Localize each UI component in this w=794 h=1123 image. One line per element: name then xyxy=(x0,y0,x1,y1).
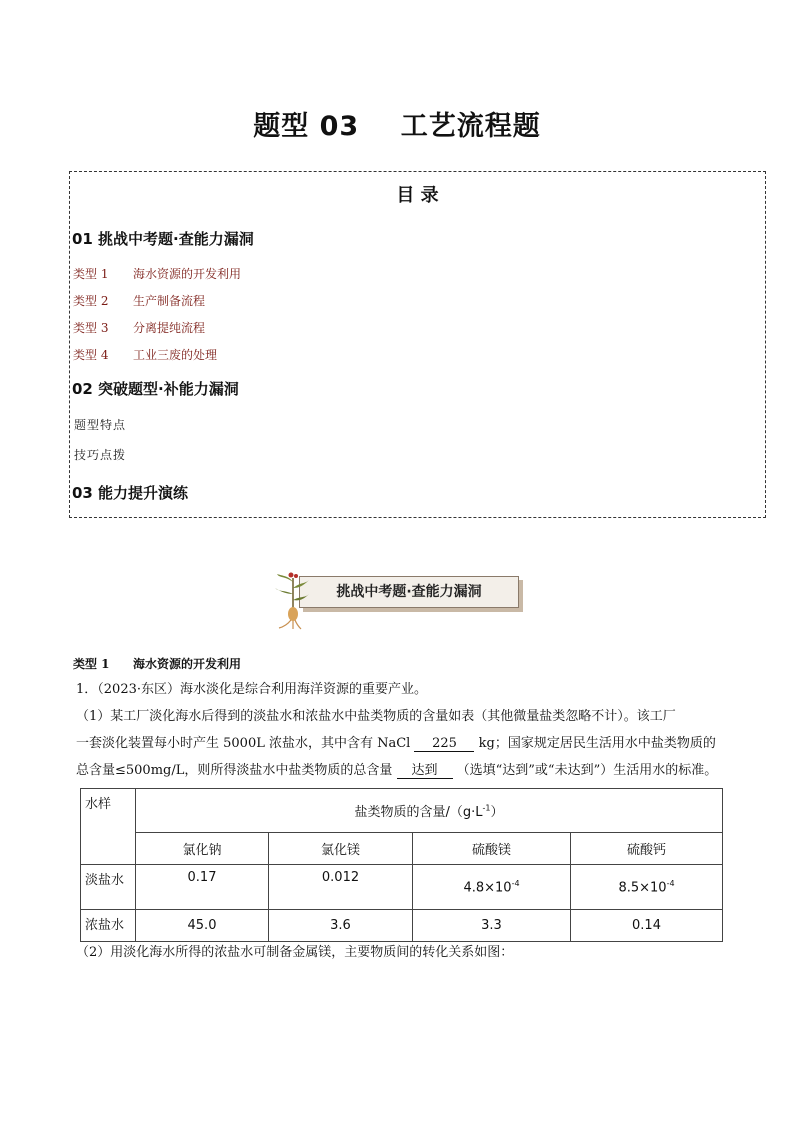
table-cell: 3.6 xyxy=(269,910,413,942)
toc-type-4[interactable] xyxy=(73,346,217,363)
answer-blank-1: 225 xyxy=(414,736,474,752)
banner-box xyxy=(299,576,519,608)
toc-section-label: 挑战中考题·查能力漏洞 xyxy=(98,230,254,248)
table-corner-header: 水样 xyxy=(81,789,136,865)
section-banner xyxy=(271,570,523,630)
toc-section-number: 01 xyxy=(72,230,93,248)
table-cell: 0.17 xyxy=(136,865,269,910)
toc-section-number: 03 xyxy=(72,484,93,502)
question-type-heading xyxy=(73,655,241,672)
table-cell xyxy=(571,865,723,910)
header-text-end: ） xyxy=(490,805,504,820)
question-line-5: （2）用淡化海水所得的浓盐水可制备金属镁，主要物质间的转化关系如图： xyxy=(76,945,514,960)
column-header: 氯化镁 xyxy=(269,833,413,865)
toc-type-label: 工业三废的处理 xyxy=(133,348,218,362)
table-cell: 0.012 xyxy=(269,865,413,910)
toc-section-02[interactable] xyxy=(72,378,239,399)
table-cell: 0.14 xyxy=(571,910,723,942)
toc-sub-item-tips[interactable]: 技巧点拨 xyxy=(74,448,127,462)
toc-sub-item-features[interactable]: 题型特点 xyxy=(74,418,127,432)
toc-type-3[interactable] xyxy=(73,319,205,336)
line-text: 一套淡化装置每小时产生 5000L 浓盐水，其中含有 NaCl xyxy=(76,736,415,751)
toc-section-number: 02 xyxy=(72,380,93,398)
toc-heading: 目 录 xyxy=(396,185,439,206)
table-cell: 45.0 xyxy=(136,910,269,942)
question-type-tag: 类型 1 xyxy=(73,657,110,671)
question-type-label: 海水资源的开发利用 xyxy=(133,657,242,671)
toc-type-tag: 类型 1 xyxy=(73,267,109,281)
question-line-2: （1）某工厂淡化海水后得到的淡盐水和浓盐水中盐类物质的含量如表（其他微量盐类忽略不计）。该工厂 xyxy=(76,709,676,724)
table-row xyxy=(81,910,723,942)
ginseng-plant-icon xyxy=(271,570,311,630)
table-cell: 3.3 xyxy=(413,910,571,942)
row-label: 浓盐水 xyxy=(81,910,136,942)
column-header: 硫酸钙 xyxy=(571,833,723,865)
row-label: 淡盐水 xyxy=(81,865,136,910)
toc-section-01[interactable] xyxy=(72,228,254,249)
table-group-header xyxy=(136,789,723,833)
toc-type-tag: 类型 2 xyxy=(73,294,109,308)
line-text: kg；国家规定居民生活用水中盐类物质的 xyxy=(474,736,716,751)
toc-section-label: 能力提升演练 xyxy=(98,484,189,502)
question-line-4 xyxy=(76,758,726,783)
toc-type-tag: 类型 3 xyxy=(73,321,109,335)
header-text: 盐类物质的含量/（g·L xyxy=(354,805,483,820)
banner-label: 挑战中考题·查能力漏洞 xyxy=(336,584,482,600)
table-of-contents xyxy=(69,171,766,518)
table-cell xyxy=(413,865,571,910)
question-line-1: 1．（2023·东区）海水淡化是综合利用海洋资源的重要产业。 xyxy=(76,682,427,697)
column-header: 氯化钠 xyxy=(136,833,269,865)
page-title: 题型 03 工艺流程题 xyxy=(253,111,541,142)
cell-base: 8.5×10 xyxy=(618,880,667,896)
toc-type-label: 生产制备流程 xyxy=(133,294,206,308)
answer-blank-2: 达到 xyxy=(397,763,453,779)
table-row xyxy=(81,865,723,910)
toc-section-03[interactable] xyxy=(72,482,188,503)
toc-type-label: 海水资源的开发利用 xyxy=(133,267,242,281)
cell-exponent: -4 xyxy=(666,878,675,888)
cell-base: 4.8×10 xyxy=(463,880,512,896)
header-sup: -1 xyxy=(482,803,491,813)
column-header: 硫酸镁 xyxy=(413,833,571,865)
toc-type-tag: 类型 4 xyxy=(73,348,109,362)
toc-type-1[interactable] xyxy=(73,265,241,282)
salt-content-table xyxy=(80,788,723,942)
toc-type-label: 分离提纯流程 xyxy=(133,321,206,335)
line-text: 总含量≤500mg/L，则所得淡盐水中盐类物质的总含量 xyxy=(76,763,397,778)
question-line-3 xyxy=(76,731,726,756)
cell-exponent: -4 xyxy=(511,878,520,888)
line-text: （选填“达到”或“未达到”）生活用水的标准。 xyxy=(452,763,718,778)
toc-type-2[interactable] xyxy=(73,292,205,309)
toc-section-label: 突破题型·补能力漏洞 xyxy=(98,380,239,398)
